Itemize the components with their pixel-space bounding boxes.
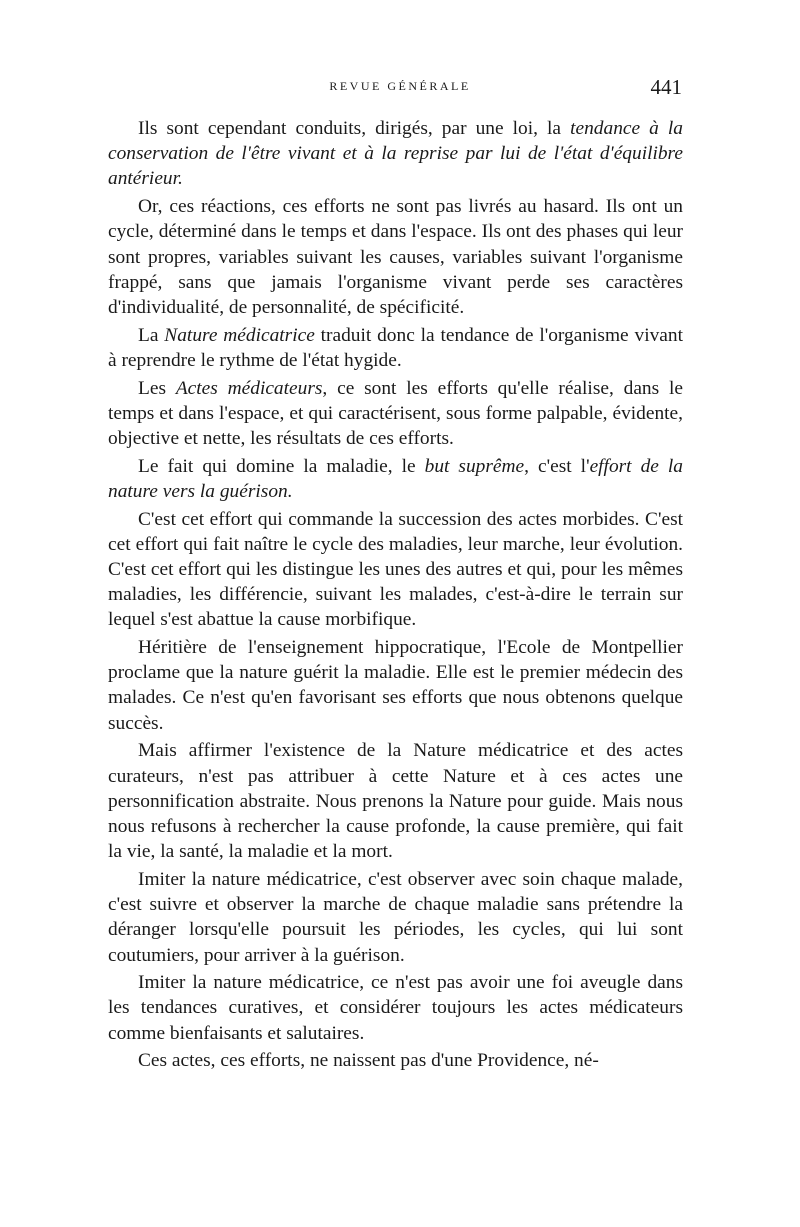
- text-run: Ils sont cependant conduits, dirigés, par une loi, la: [138, 118, 571, 139]
- text-run: Imiter la nature médicatrice, c'est observer avec soin chaque malade, c'est suivre et observer la marche de chaque maladie sans prétendre la déranger lorsqu'elle poursuit les périodes, les cycles, qui lui sont coutumiers, pour arriver à la guérison.: [108, 868, 683, 966]
- paragraph: [108, 454, 683, 504]
- italic-text: effort de la nature vers la guérison.: [108, 455, 684, 502]
- text-run: Les: [138, 377, 176, 399]
- text-run: C'est cet effort qui commande la succession des actes morbides. C'est cet effort qui fait naître le cycle des maladies, leur marche, leur évolution. C'est cet effort qui les distingue les unes des autres et qui, pour les mêmes maladies, les différencie, suivant les malades, c'est-à-dire le terrain sur lequel s'est abattue la cause morbifique.: [108, 508, 683, 631]
- text-run: Or, ces réactions, ces efforts ne sont pas livrés au hasard. Ils ont un cycle, déterminé dans le temps et dans l'espace. Ils ont des phases qui leur sont propres, variables suivant les causes, variables suivant l'organisme frappé, sans que jamais l'organisme vivant perde ses caractères d'individualité, de personnalité, de spécificité.: [108, 196, 683, 318]
- italic-text: but suprême: [424, 455, 525, 477]
- text-run: Mais affirmer l'existence de la Nature médicatrice et des actes curateurs, n'est pas attribuer à cette Nature et à ces actes une personnification abstraite. Nous prenons la Nature pour guide. Mais nous nous refusons à rechercher la cause profonde, la cause première, qui fait la vie, la santé, la maladie et la mort.: [108, 740, 683, 863]
- body-text: [108, 116, 683, 1076]
- running-header: [0, 75, 800, 99]
- page-number: 441: [650, 75, 682, 99]
- paragraph: [108, 1048, 683, 1073]
- text-run: , c'est l': [524, 455, 590, 477]
- paragraph: [108, 867, 683, 968]
- paragraph: [108, 323, 683, 373]
- paragraph: [108, 116, 683, 192]
- text-run: traduit donc la tendance de l'organisme vivant à reprendre le rythme de l'état hygide.: [108, 324, 683, 371]
- text-run: , ce sont les efforts qu'elle réalise, dans le temps et dans l'espace, et qui caractérisent, sous forme palpable, évidente, objective et nette, les résultats de ces efforts.: [108, 377, 683, 449]
- text-run: Le fait qui domine la maladie, le: [138, 455, 425, 477]
- italic-text: Actes médicateurs: [175, 377, 323, 399]
- paragraph: [108, 376, 683, 452]
- text-run: Imiter la nature médicatrice, ce n'est pas avoir une foi aveugle dans les tendances curatives, et considérer toujours les actes médicateurs comme bienfaisants et salutaires.: [108, 972, 683, 1044]
- text-run: Héritière de l'enseignement hippocratique, l'Ecole de Montpellier proclame que la nature guérit la maladie. Elle est le premier médecin des malades. Ce n'est qu'en favorisant ses efforts que nous obtenons quelque succès.: [108, 637, 683, 734]
- paragraph: [108, 507, 683, 633]
- paragraph: [108, 194, 683, 320]
- paragraph: [108, 970, 683, 1046]
- paragraph: [108, 635, 683, 736]
- italic-text: Nature médicatrice: [164, 324, 315, 346]
- text-run: La: [138, 324, 165, 346]
- text-run: Ces actes, ces efforts, ne naissent pas d'une Providence, né-: [138, 1050, 599, 1072]
- italic-text: tendance à la conservation de l'être vivant et à la reprise par lui de l'état d'équilibre antérieur.: [108, 118, 683, 190]
- paragraph: [108, 738, 683, 864]
- running-title: REVUE GÉNÉRALE: [329, 79, 471, 93]
